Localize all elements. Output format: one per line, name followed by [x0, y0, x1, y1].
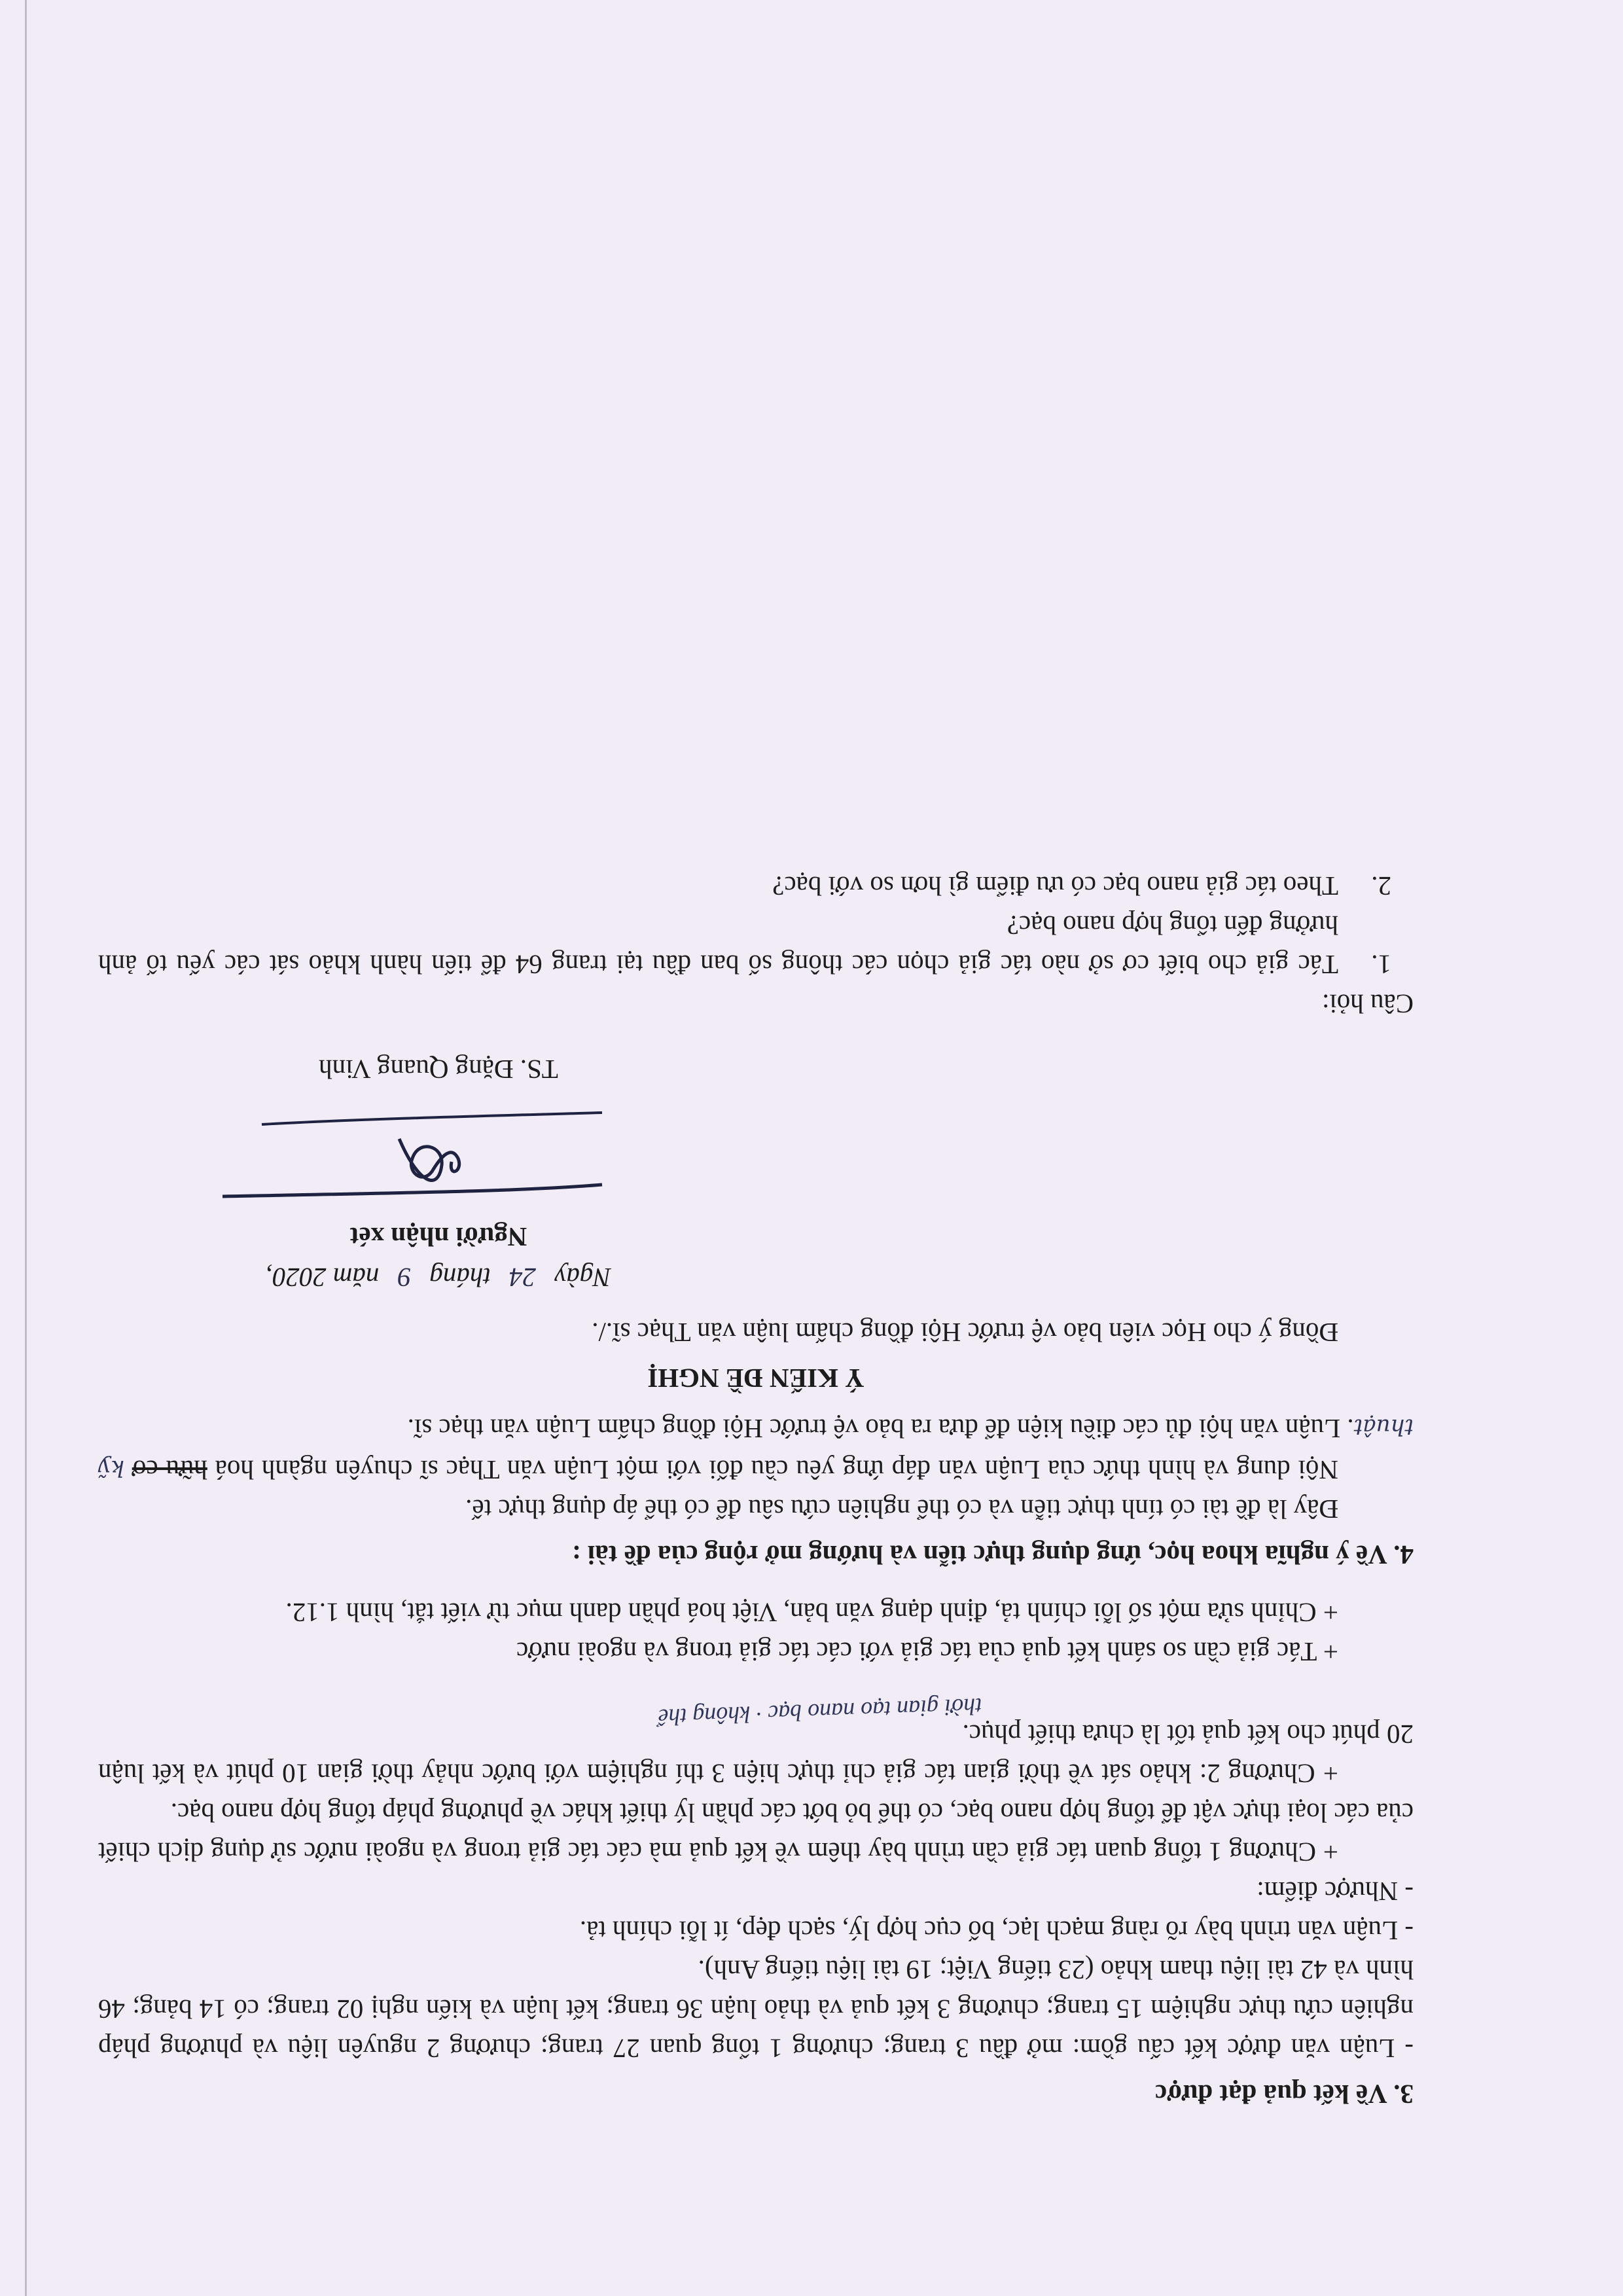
structure-paragraph: - Luận văn được kết cấu gồm: mở đầu 3 trang; chương 1 tổng quan 27 trang; chương 2 nguyên liệu và phương pháp nghiên cứu thực nghiệm 15 trang; chương 3 kết quả và thảo luận 36 trang; kết luận và kiến nghị 02 trang; có 14 bảng; 46 hình và 42 tài liệu tham khảo (23 tiếng Việt; 19 tài liệu tiếng Anh). — [98, 1955, 1414, 2064]
date-day: 24 — [508, 1263, 536, 1293]
question-item: 2. Theo tác giả nano bạc có ưu điểm gì hơn so với bạc? — [98, 867, 1364, 906]
struck-text: hữu cơ — [132, 1455, 207, 1485]
conclusion-paragraph — [98, 1407, 1414, 1490]
section3-heading: 3. Về kết quả đạt được — [1154, 2079, 1414, 2109]
section4-body: Đây là đề tài có tính thực tiễn và có thể nghiên cứu sâu để có thể áp dụng thực tế. — [465, 1494, 1338, 1524]
date-month: 9 — [397, 1263, 412, 1293]
proposal-title: Ý KIẾN ĐỀ NGHỊ — [647, 1363, 865, 1393]
date-month-label: tháng — [429, 1263, 491, 1293]
reviewer-role: Người nhận xét — [349, 1222, 527, 1252]
scan-border-line — [25, 0, 27, 2296]
reviewer-name: TS. Đặng Quang Vinh — [319, 1054, 558, 1085]
handwritten-signature — [236, 1093, 641, 1217]
questions-label: Câu hỏi: — [1321, 989, 1414, 1019]
date-prefix: Ngày — [554, 1263, 611, 1293]
section4-heading: 4. Về ý nghĩa khoa học, ứng dụng thực tiễn và hướng mở rộng của đề tài : — [572, 1540, 1414, 1570]
question-item: 1. Tác giả cho biết cơ sở nào tác giả chọn các thông số ban đầu tại trang 64 để tiến hành khảo sát các yếu tố ảnh hưởng đến tổng hợp nano bạc? — [98, 906, 1364, 984]
conclusion-text-a: Nội dung và hình thức của Luận văn đáp ứng yêu cầu đối với một Luận văn Thạc sĩ chuyên ngành hoá — [207, 1455, 1338, 1485]
signature-date — [236, 1258, 641, 1297]
proposal-body: Đồng ý cho Học viên bảo vệ trước Hội đồng chấm luận văn Thạc sĩ./. — [592, 1318, 1338, 1348]
weakness-label: - Nhược điểm: — [1257, 1876, 1414, 1907]
review-text — [98, 867, 1414, 2132]
signature-icon — [209, 1093, 615, 1211]
handwritten-correction: kỹ thuật — [98, 1414, 1414, 1481]
presentation-paragraph: - Luận văn trình bày rõ ràng mạch lạc, bố cục hợp lý, sạch đẹp, ít lỗi chính tả. — [579, 1916, 1414, 1946]
questions-list — [98, 867, 1414, 984]
chapter2-comment: + Chương 2: khảo sát về thời gian tác giả chỉ thực hiện 3 thí nghiệm với bước nhảy thời gian 10 phút và kết luận 20 phút cho kết quả tốt là chưa thiết phục. — [98, 1719, 1414, 1789]
conclusion-text-b: . Luận văn hội đủ các điều kiện để đưa ra bảo vệ trước Hội đồng chấm Luận văn thạc sĩ. — [407, 1414, 1354, 1444]
spelling-comment: + Chỉnh sửa một số lỗi chính tả, định dạng văn bản, Việt hoá phần danh mục từ viết tắt, hình 1.12. — [285, 1598, 1338, 1628]
compare-comment: + Tác giả cần so sánh kết quả của tác giả với các tác giả trong và ngoài nước — [516, 1637, 1338, 1667]
date-year: năm 2020, — [266, 1263, 380, 1293]
handwritten-margin-note: thời gian tạo nano bạc · không thể — [657, 1693, 983, 1731]
signature-block — [236, 1050, 641, 1297]
chapter1-comment: + Chương 1 tổng quan tác giả cần trình bày thêm về kết quả mà các tác giả trong và ngoài nước sử dụng dịch chiết của các loại thực vật để tổng hợp nano bạc, có thể bỏ bớt các phần lý thiết khác về phương pháp tổng hợp nano bạc. — [98, 1798, 1414, 1867]
